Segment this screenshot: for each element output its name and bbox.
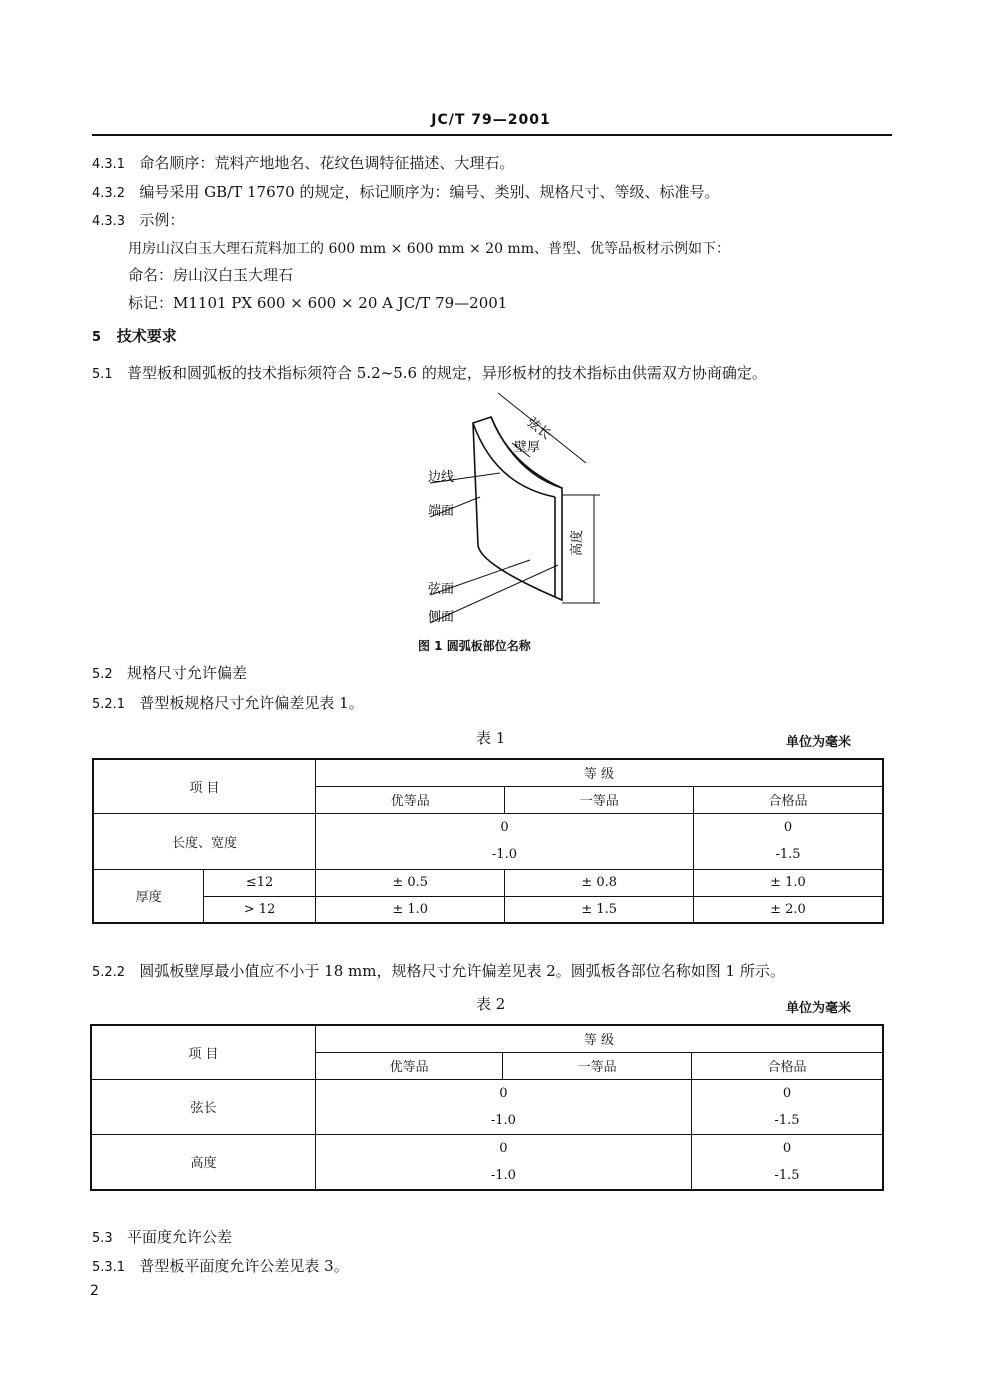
lower-deviation: -1.0	[490, 1112, 516, 1128]
example-line-1: 用房山汉白玉大理石荒料加工的 600 mm × 600 mm × 20 mm、普型、优等品板材示例如下：	[128, 241, 730, 257]
clause-text: 命名顺序：荒料产地地名、花纹色调特征描述、大理石。	[139, 154, 515, 172]
clause-5-2	[92, 662, 247, 683]
clause-5-1	[92, 362, 767, 383]
clause-text: 普型板平面度允许公差见表 3。	[139, 1257, 349, 1275]
edge-line-label: 边线	[428, 470, 455, 485]
arc-plate-figure	[400, 385, 620, 630]
clause-text: 圆弧板壁厚最小值应不小于 18 mm，规格尺寸允许偏差见表 2。圆弧板各部位名称如图 1 所示。	[139, 962, 785, 980]
height-row-label: 高度	[91, 1134, 315, 1190]
table-cell: ± 1.0	[315, 896, 505, 923]
example-line-3: 标记：M1101 PX 600 × 600 × 20 A JC/T 79—2001	[128, 294, 508, 312]
thickness-label: 厚度	[93, 869, 204, 923]
clause-number: 4.3.2	[92, 186, 126, 201]
clause-5-2-1	[92, 692, 364, 713]
table1	[92, 758, 884, 924]
grade-first: 一等品	[505, 786, 694, 813]
section-5-heading	[92, 325, 177, 346]
clause-number: 5.2	[92, 667, 113, 682]
clause-number: 4.3.1	[92, 157, 126, 172]
lower-deviation: -1.0	[491, 847, 517, 862]
clause-5-2-2	[92, 960, 785, 981]
wall-thickness-label: 壁厚	[514, 440, 541, 455]
thickness-condition: ≤12	[204, 869, 316, 896]
length-width-first-two	[315, 813, 693, 869]
example-line-2: 命名：房山汉白玉大理石	[128, 266, 294, 284]
item-header: 项 目	[91, 1025, 315, 1079]
page-number: 2	[90, 1283, 99, 1299]
clause-text: 示例：	[139, 211, 185, 229]
clause-4-3-2	[92, 181, 719, 202]
clause-text: 平面度允许公差	[127, 1228, 233, 1246]
clause-text: 普型板规格尺寸允许偏差见表 1。	[139, 694, 364, 712]
end-face-label: 端面	[428, 504, 455, 519]
table2-title: 表 2	[476, 995, 506, 1013]
upper-deviation: 0	[499, 1140, 508, 1156]
length-width-label: 长度、宽度	[93, 813, 315, 869]
grade-top: 优等品	[315, 1052, 503, 1079]
table2-unit: 单位为毫米	[786, 1001, 852, 1016]
length-width-qualified	[693, 813, 883, 869]
clause-number: 5.3	[92, 1231, 113, 1246]
upper-deviation: 0	[500, 820, 509, 835]
chord-length-label: 弦长	[523, 414, 554, 443]
upper-deviation: 0	[782, 1140, 792, 1156]
table1-unit: 单位为毫米	[786, 735, 852, 750]
header-rule	[92, 134, 892, 136]
grade-first: 一等品	[503, 1052, 692, 1079]
table-cell	[315, 1079, 691, 1134]
upper-deviation: 0	[782, 1085, 792, 1101]
upper-deviation: 0	[499, 1085, 508, 1101]
clause-number: 5.2.1	[92, 697, 126, 712]
item-header: 项 目	[93, 759, 315, 813]
chord-face-label: 弦面	[428, 582, 455, 597]
lower-deviation: -1.0	[490, 1167, 516, 1183]
clause-4-3-1	[92, 152, 514, 173]
page-header: JC/T 79—2001	[431, 112, 551, 128]
grade-qualified: 合格品	[693, 786, 883, 813]
clause-5-3-1	[92, 1255, 349, 1276]
clause-number: 5.3.1	[92, 1260, 126, 1275]
chord-length-row-label: 弦长	[91, 1079, 315, 1134]
grade-top: 优等品	[315, 786, 505, 813]
table-cell	[691, 1079, 883, 1134]
lower-deviation: -1.5	[774, 1167, 800, 1183]
table-cell: ± 0.8	[505, 869, 694, 896]
table2	[90, 1024, 884, 1191]
clause-number: 5.1	[92, 367, 113, 382]
table-cell: ± 1.5	[505, 896, 694, 923]
grade-qualified: 合格品	[691, 1052, 883, 1079]
figure-caption: 图 1 圆弧板部位名称	[418, 639, 531, 653]
table-cell: ± 1.0	[693, 869, 883, 896]
clause-number: 5.2.2	[92, 965, 126, 980]
grade-header: 等 级	[315, 759, 883, 786]
table-cell: ± 2.0	[693, 896, 883, 923]
table1-title: 表 1	[476, 729, 506, 747]
clause-text: 编号采用 GB/T 17670 的规定，标记顺序为：编号、类别、规格尺寸、等级、标准号。	[139, 183, 720, 201]
thickness-condition: > 12	[204, 896, 316, 923]
clause-4-3-3	[92, 209, 184, 230]
height-label: 高度	[570, 529, 585, 556]
section-number: 5	[92, 330, 102, 345]
upper-deviation: 0	[783, 820, 793, 835]
section-title: 技术要求	[116, 327, 177, 345]
table-cell: ± 0.5	[315, 869, 505, 896]
clause-5-3	[92, 1226, 232, 1247]
lower-deviation: -1.5	[774, 1112, 800, 1128]
clause-number: 4.3.3	[92, 214, 126, 229]
grade-header: 等 级	[315, 1025, 883, 1052]
clause-text: 规格尺寸允许偏差	[127, 664, 248, 682]
table-cell	[691, 1134, 883, 1190]
table-cell	[315, 1134, 691, 1190]
clause-text: 普型板和圆弧板的技术指标须符合 5.2~5.6 的规定，异形板材的技术指标由供需双方协商确定。	[127, 364, 767, 382]
side-face-label: 侧面	[428, 610, 455, 625]
lower-deviation: -1.5	[775, 847, 801, 862]
